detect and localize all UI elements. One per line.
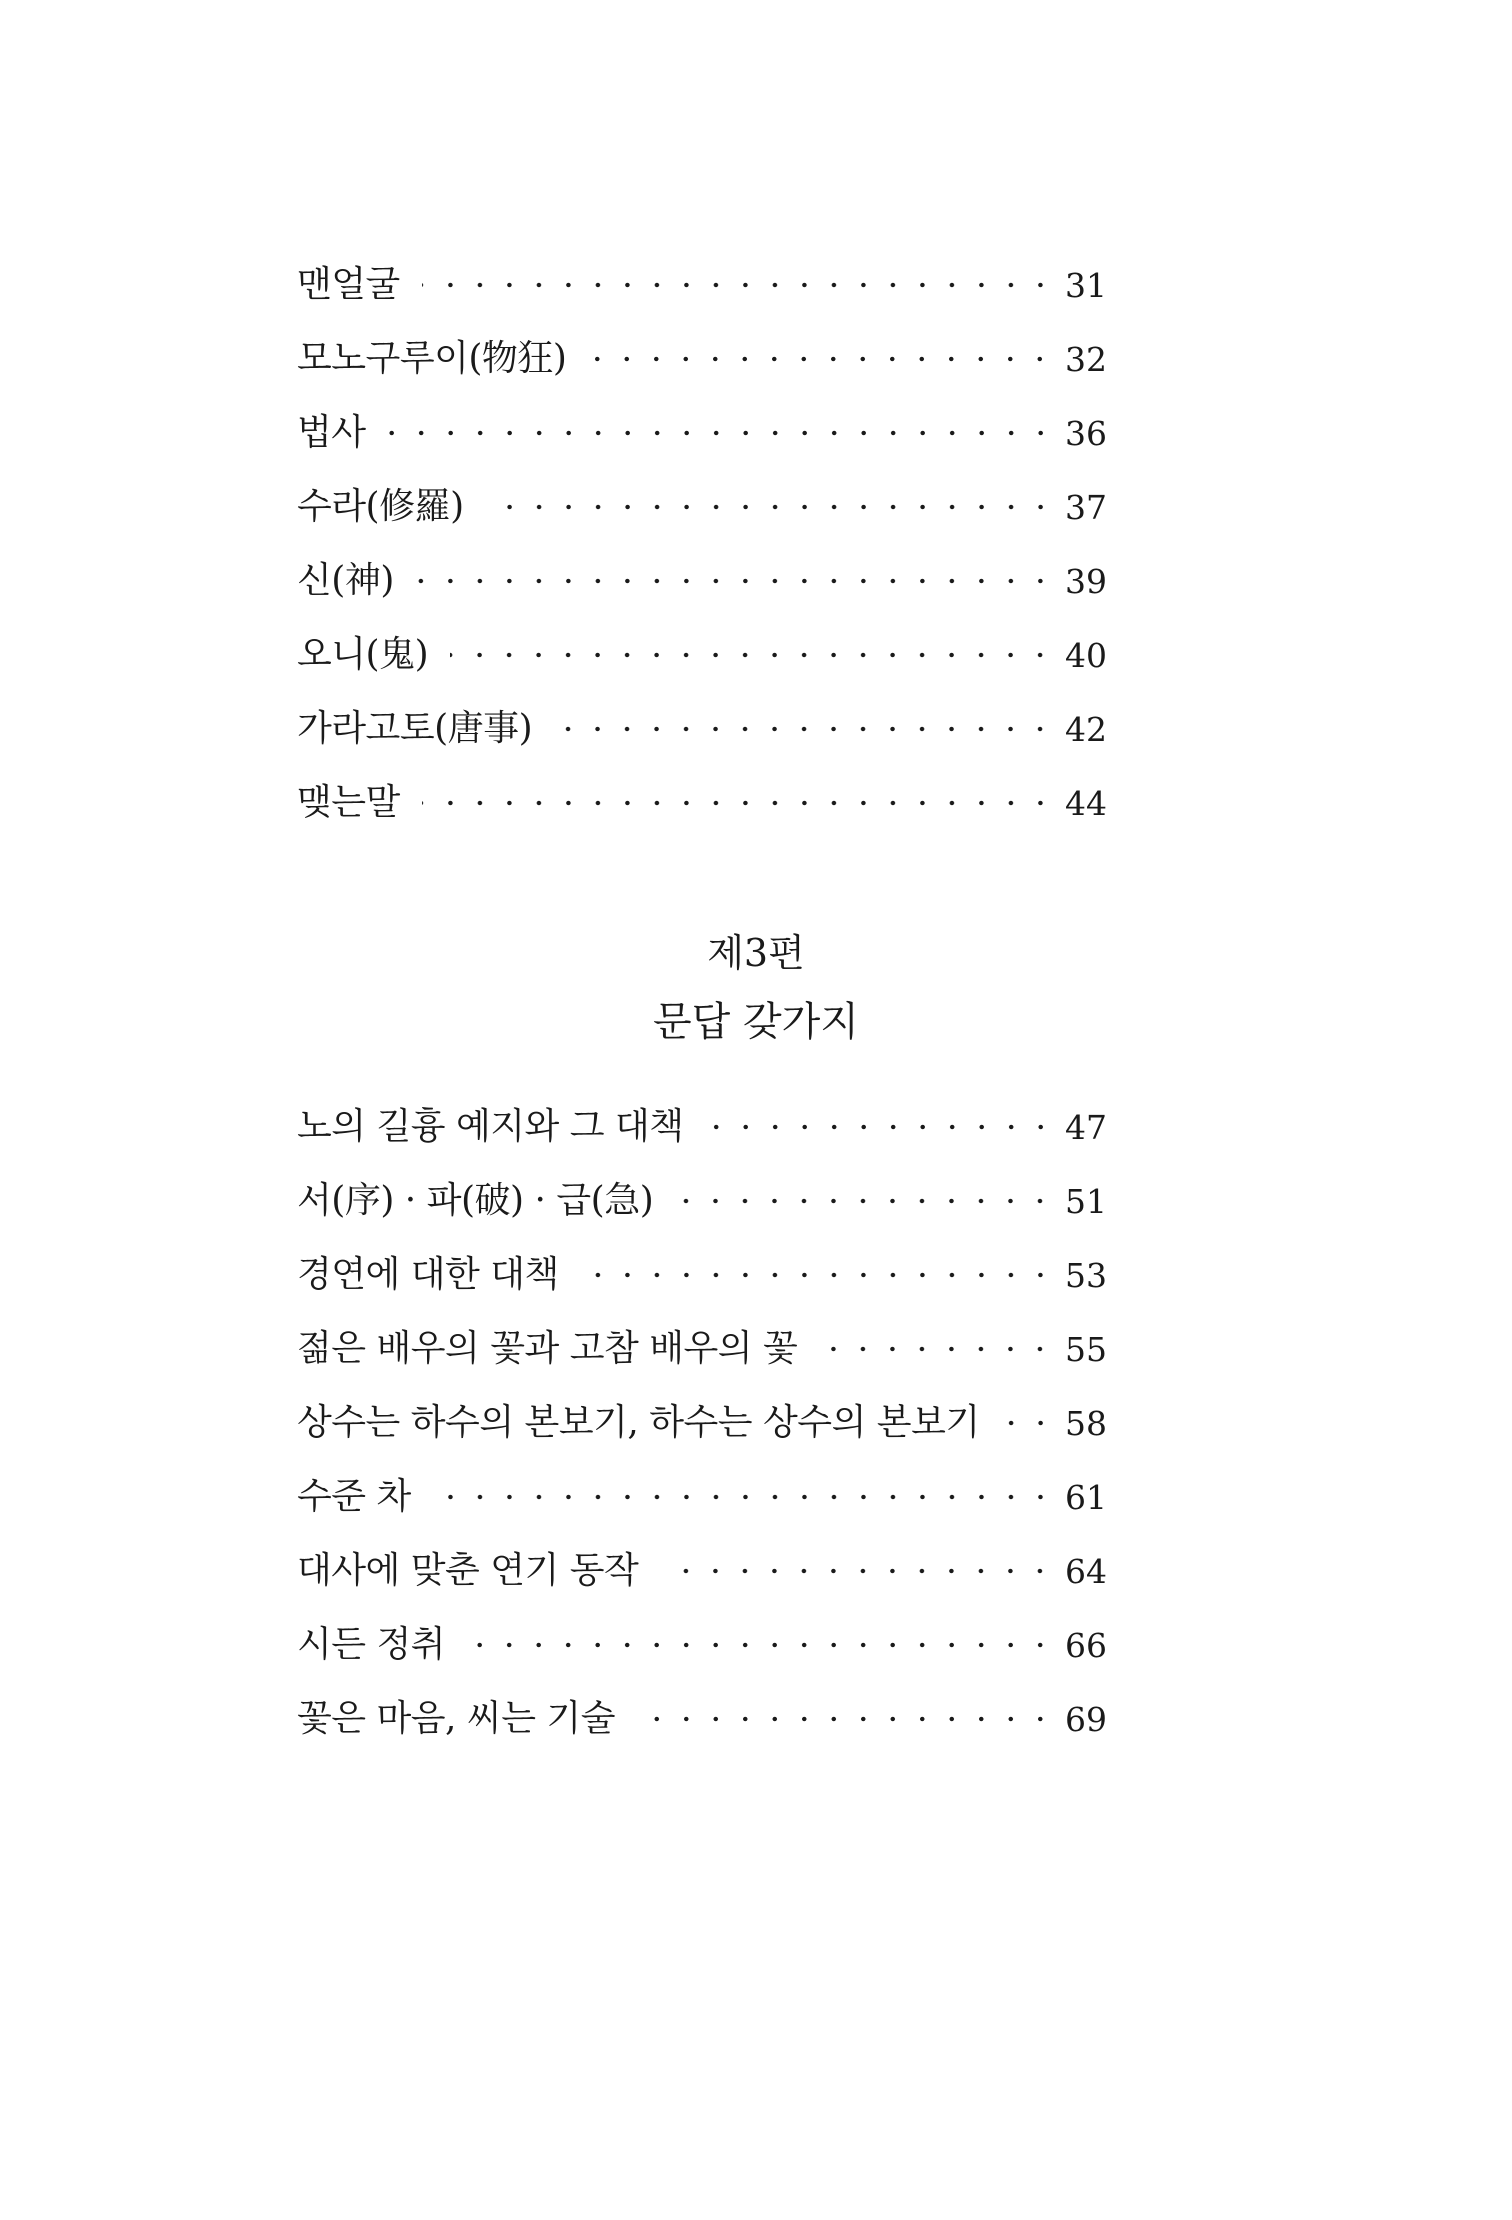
dot-leader	[819, 1346, 1055, 1352]
dot-leader	[486, 504, 1055, 510]
toc-entry-page: 66	[1065, 1625, 1107, 1665]
part-label: 제3편	[707, 931, 805, 975]
toc-entry-title: 서(序) · 파(破) · 급(急)	[297, 1180, 654, 1221]
dot-leader	[581, 1272, 1055, 1278]
toc-entry-page: 32	[1065, 339, 1107, 379]
toc-entry-title: 수준 차	[297, 1476, 411, 1517]
toc-entry-page: 40	[1065, 635, 1107, 675]
toc-entry[interactable]	[297, 1090, 1107, 1164]
toc-entry-title: 수라(修羅)	[297, 486, 464, 527]
dot-leader	[388, 430, 1055, 436]
toc-list-part2	[297, 248, 1107, 840]
dot-leader	[422, 282, 1055, 288]
toc-entry-title: 맺는말	[297, 782, 400, 823]
toc-entry-title: 맨얼굴	[297, 264, 400, 305]
dot-leader	[422, 800, 1055, 806]
dot-leader	[588, 356, 1055, 362]
dot-leader	[433, 1494, 1055, 1500]
toc-entry-page: 31	[1065, 265, 1107, 305]
dot-leader	[706, 1124, 1055, 1130]
part-title: 문답 갖가지	[653, 999, 859, 1045]
toc-entry[interactable]	[297, 766, 1107, 840]
toc-entry-page: 69	[1065, 1699, 1107, 1739]
toc-list-part3	[297, 1090, 1107, 1756]
toc-entry-page: 42	[1065, 709, 1107, 749]
dot-leader	[637, 1716, 1055, 1722]
dot-leader	[450, 652, 1055, 658]
toc-entry[interactable]	[297, 1164, 1107, 1238]
dot-leader	[554, 726, 1055, 732]
toc-entry[interactable]	[297, 1682, 1107, 1756]
dot-leader	[467, 1642, 1055, 1648]
dot-leader	[1002, 1420, 1055, 1426]
toc-entry-title: 대사에 맞춘 연기 동작	[297, 1550, 639, 1591]
toc-entry-title: 상수는 하수의 본보기, 하수는 상수의 본보기	[297, 1402, 980, 1443]
toc-entry-page: 44	[1065, 783, 1107, 823]
toc-entry[interactable]	[297, 470, 1107, 544]
toc-entry-title: 젊은 배우의 꽃과 고참 배우의 꽃	[297, 1328, 798, 1369]
toc-entry-page: 51	[1065, 1181, 1107, 1221]
toc-entry[interactable]	[297, 1534, 1107, 1608]
toc-entry-title: 노의 길흉 예지와 그 대책	[297, 1106, 684, 1147]
toc-entry-title: 가라고토(唐事)	[297, 708, 533, 749]
toc-entry[interactable]	[297, 1238, 1107, 1312]
toc-entry[interactable]	[297, 692, 1107, 766]
toc-entry-page: 39	[1065, 561, 1107, 601]
toc-entry-page: 47	[1065, 1107, 1107, 1147]
toc-entry-title: 시든 정취	[297, 1624, 446, 1665]
toc-entry[interactable]	[297, 1312, 1107, 1386]
dot-leader	[416, 578, 1055, 584]
toc-entry-title: 신(神)	[297, 560, 394, 601]
toc-entry[interactable]	[297, 618, 1107, 692]
toc-entry[interactable]	[297, 1608, 1107, 1682]
toc-entry-title: 꽃은 마음, 씨는 기술	[297, 1698, 615, 1739]
toc-entry[interactable]	[297, 544, 1107, 618]
toc-entry-title: 경연에 대한 대책	[297, 1254, 559, 1295]
toc-entry-title: 법사	[297, 412, 366, 453]
toc-entry[interactable]	[297, 1386, 1107, 1460]
toc-entry-page: 37	[1065, 487, 1107, 527]
toc-entry-page: 61	[1065, 1477, 1107, 1517]
toc-entry[interactable]	[297, 396, 1107, 470]
toc-entry-page: 53	[1065, 1255, 1107, 1295]
toc-entry-title: 오니(鬼)	[297, 634, 429, 675]
toc-entry[interactable]	[297, 1460, 1107, 1534]
toc-entry-title: 모노구루이(物狂)	[297, 338, 567, 379]
toc-entry[interactable]	[297, 322, 1107, 396]
toc-entry-page: 36	[1065, 413, 1107, 453]
toc-entry-page: 55	[1065, 1329, 1107, 1369]
dot-leader	[660, 1568, 1055, 1574]
toc-entry-page: 58	[1065, 1403, 1107, 1443]
dot-leader	[675, 1198, 1055, 1204]
toc-entry[interactable]	[297, 248, 1107, 322]
toc-entry-page: 64	[1065, 1551, 1107, 1591]
